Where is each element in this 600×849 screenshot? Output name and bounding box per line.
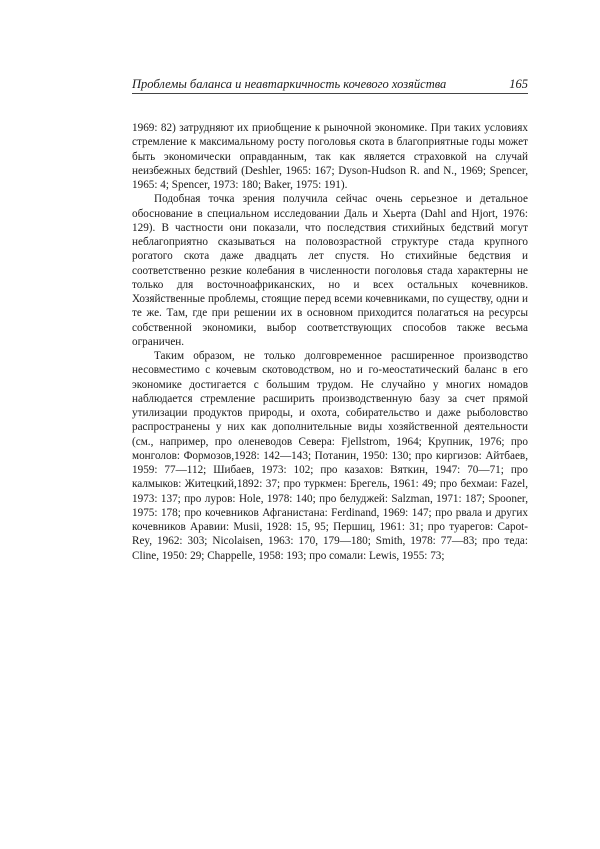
paragraph: Подобная точка зрения получила сейчас очень серьезное и детальное обоснование в специальном исследовании Даль и Хьерта (Dahl and Hjort, 1976: 129). В частности они показали, что последствия стихийных бедствий могут неблагоприятно сказываться на половозрастной структуре стада крупного рогатого скота даже двадцать лет спустя. Но стихийные бедствия и соответственно резкие колебания в численности поголовья стада характерны не только для восточноафриканских, но и всех остальных кочевников. Хозяйственные проблемы, стоящие перед всеми кочевниками, по существу, одни и те же. Там, где при решении их в основном приходится полагаться на ресурсы собственной экономики, выбор соответствующих способов также весьма ограничен. (132, 193, 528, 348)
running-title: Проблемы баланса и неавтаркичность кочевого хозяйства (132, 77, 447, 91)
paragraph: 1969: 82) затрудняют их приобщение к рыночной экономике. При таких условиях стремление к максимальному росту поголовья скота в благоприятные годы может быть экономически оправданным, так как является страховкой на случай неизбежных бедствий (Deshler, 1965: 167; Dyson-Hudson R. and N., 1969; Spencer, 1965: 4; Spencer, 1973: 180; Baker, 1975: 191). (132, 122, 528, 191)
page-number: 165 (509, 77, 528, 91)
paragraph: Таким образом, не только долговременное расширенное производство несовместимо с кочевым скотоводством, но и го-меостатический баланс в его экономике достигается с большим трудом. Не случайно у многих номадов наблюдается стремление расширить производственную базу за счет прямой утилизации продуктов природы, и охота, собирательство и даже рыболовство распространены у них как дополнительные виды хозяйственной деятельности (см., например, про оленеводов Севера: Fjellstrom, 1964; Крупник, 1976; про монголов: Формозов,1928: 142—143; Потанин, 1950: 130; про киргизов: Айтбаев, 1959: 77—112; Шибаев, 1973: 102; про казахов: Вяткин, 1947: 70—71; про калмыков: Житецкий,1892: 37; про туркмен: Брегель, 1961: 49; про бехмаи: Fazel, 1973: 137; про луров: Hole, 1978: 140; про белуджей: Salzman, 1971: 187; Spooner, 1975: 178; про кочевников Афганистана: Ferdinand, 1969: 147; про рвала и других кочевников Аравии: Musii, 1928: 15, 95; Першиц, 1961: 31; про туарегов: Capot-Rey, 1962: 303; Nicolaisen, 1963: 170, 179—180; Smith, 1978: 77—83; про теда: Cline, 1950: 29; Chappelle, 1958: 193; про сомали: Lewis, 1955: 73; (132, 350, 528, 562)
running-header (132, 74, 528, 94)
main-text (132, 121, 528, 563)
